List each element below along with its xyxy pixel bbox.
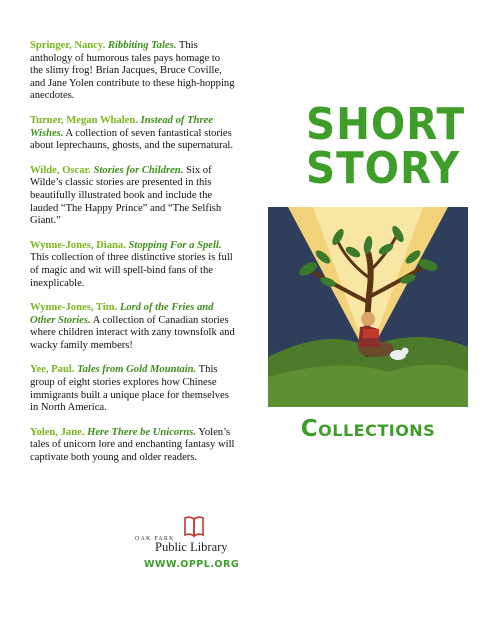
heading-line-1: SHORT [306, 99, 466, 150]
book-author: Wynne-Jones, Tim. [30, 302, 118, 314]
book-author: Yee, Paul. [30, 364, 75, 376]
book-description: Yolen’s tales of unicorn lore and enchanting fantasy will captivate both young and older readers. [30, 426, 235, 464]
book-list [30, 40, 235, 477]
book-author: Turner, Megan Whalen. [30, 114, 138, 126]
book-title: Ribbiting Tales. [107, 40, 177, 51]
book-entry [30, 427, 235, 465]
book-author: Wilde, Oscar. [30, 164, 91, 176]
book-entry [30, 165, 235, 228]
book-description: This collection of three distinctive stories is full of magic and wit will spell-bind fans of the inexplicable. [30, 252, 233, 289]
book-title: Here There be Unicorns. [87, 426, 196, 438]
book-entry [30, 364, 235, 414]
book-description: A collection of Canadian stories where children interact with zany townsfolk and wacky family members! [30, 314, 235, 351]
book-title: Tales from Gold Mountain. [77, 364, 197, 376]
library-name: Public Library [155, 540, 228, 554]
book-entry [30, 40, 235, 103]
book-entry [30, 240, 235, 290]
cover-subheading: Collections [300, 416, 436, 442]
book-entry [30, 302, 235, 352]
book-title: Lord of the Fries and Other Stories. [30, 302, 214, 326]
library-location: OAK PARK [135, 536, 175, 542]
book-author: Springer, Nancy. [30, 40, 106, 51]
book-description: Six of Wilde’s classic stories are presented in this beautifully illustrated book and include the lauded “The Happy Prince” and “The Selfish Giant.” [30, 164, 222, 227]
book-author: Wynne-Jones, Diana. [30, 239, 126, 251]
book-title: Instead of Three Wishes. [30, 114, 213, 139]
book-description: This anthology of humorous tales pays homage to the slimy frog! Brian Jacques, Bruce Coville, and Jane Yolen contribute to these high-hopping anecdotes. [30, 40, 235, 102]
book-title: Stopping For a Spell. [128, 239, 222, 251]
library-website-link[interactable]: WWW.OPPL.ORG [144, 559, 240, 570]
book-title: Stories for Children. [93, 164, 184, 176]
reading-tree-illustration [268, 207, 468, 407]
book-description: A collection of seven fantastical stories about leprechauns, ghosts, and the supernatural. [30, 127, 233, 152]
cover-heading [306, 99, 466, 194]
book-description: This group of eight stories explores how Chinese immigrants built a unique place for themselves in North America. [30, 364, 229, 414]
book-entry [30, 115, 235, 153]
heading-line-2: STORY [306, 143, 461, 194]
book-author: Yolen, Jane. [30, 426, 85, 438]
